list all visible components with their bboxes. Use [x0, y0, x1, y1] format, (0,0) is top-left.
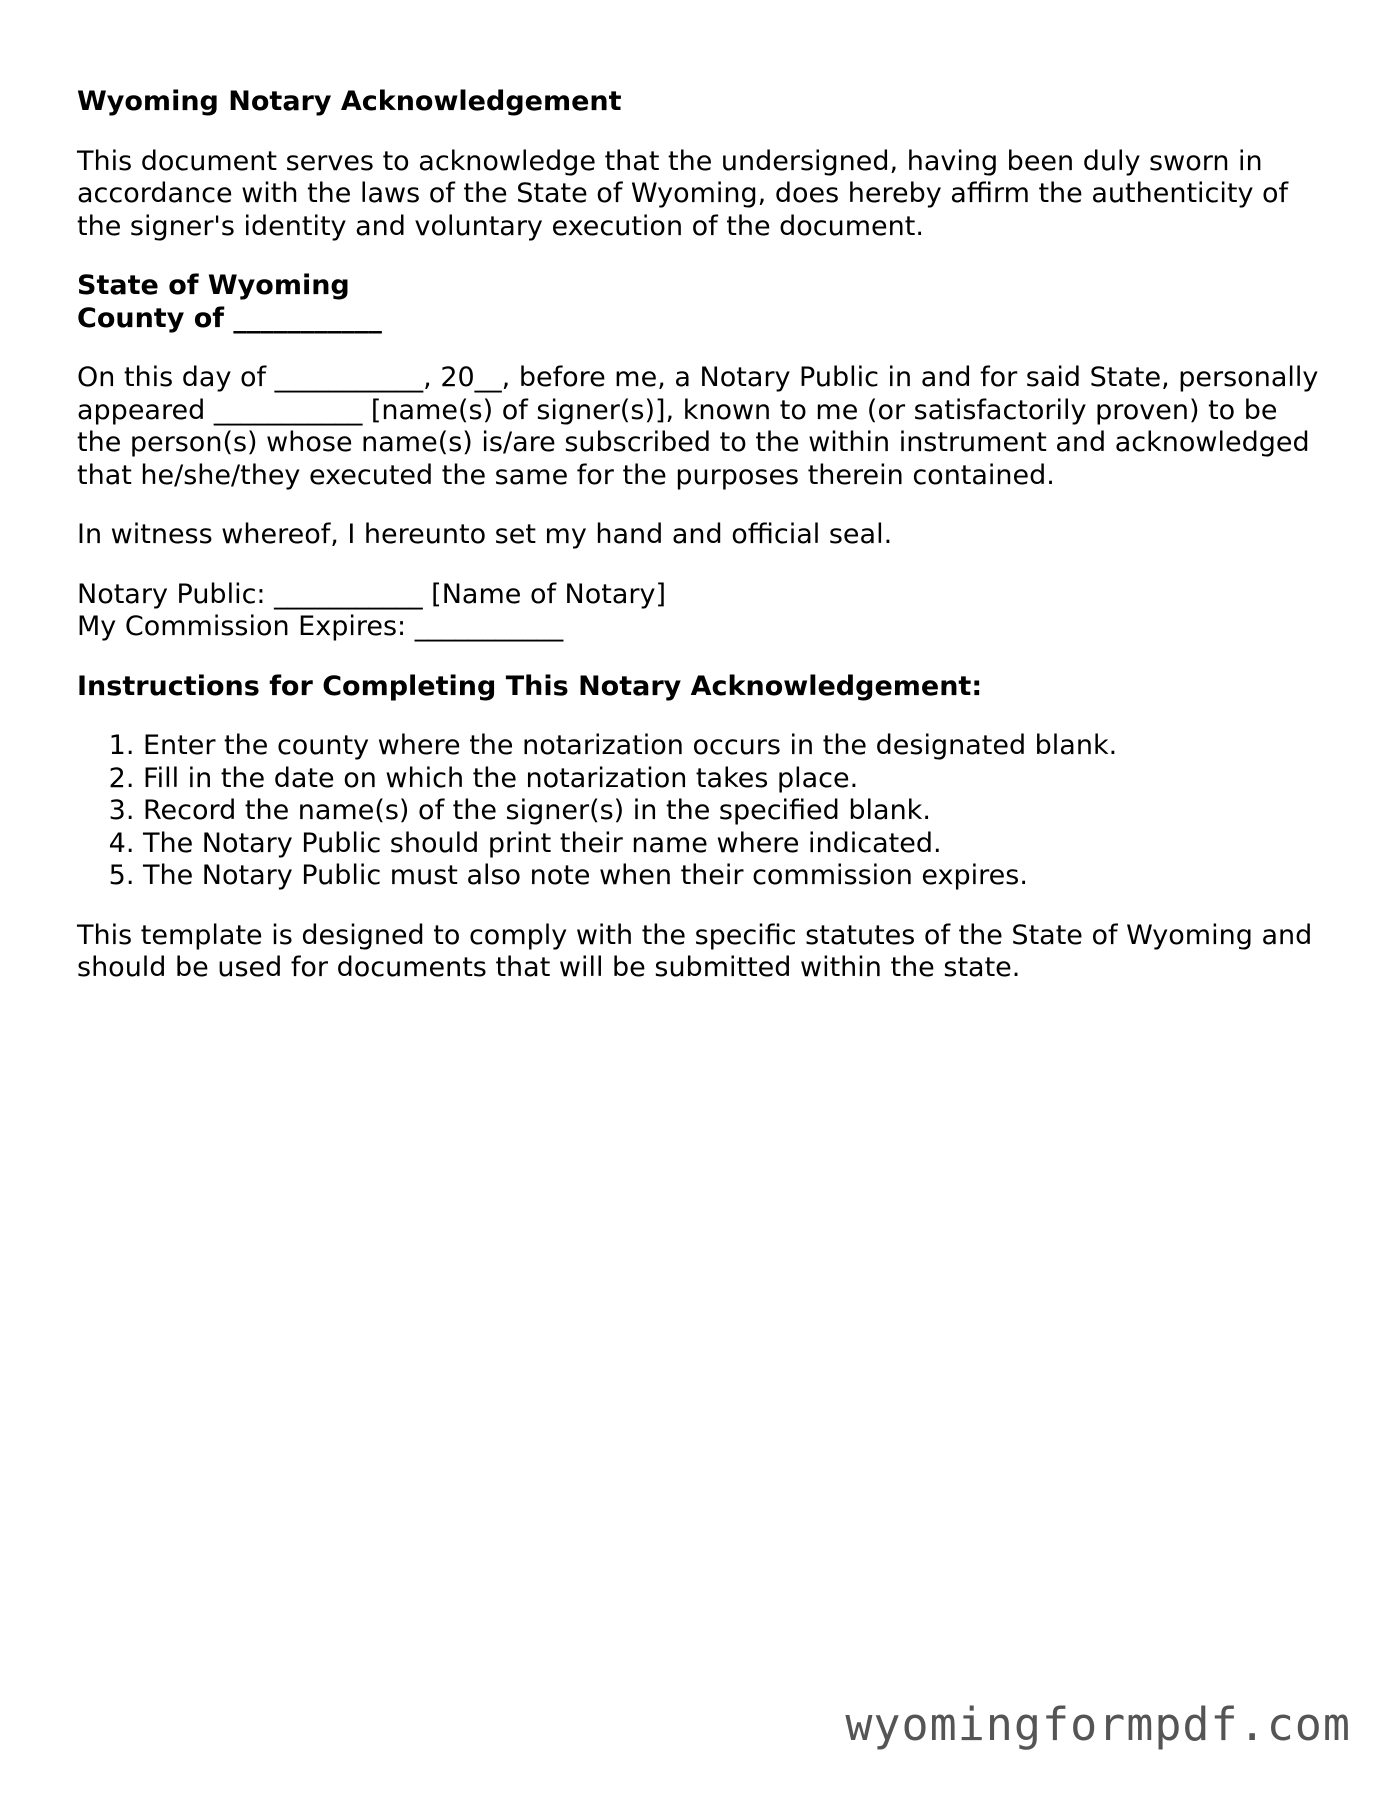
instruction-item: 2. Fill in the date on which the notarization takes place.	[143, 763, 1327, 796]
instruction-item: 3. Record the name(s) of the signer(s) in the specified blank.	[143, 795, 1327, 828]
document-page	[77, 86, 1327, 1012]
state-line: State of Wyoming	[77, 270, 350, 301]
instruction-item: 1. Enter the county where the notarization occurs in the designated blank.	[143, 730, 1327, 763]
instruction-item: 4. The Notary Public should print their name where indicated.	[143, 828, 1327, 861]
venue-block	[77, 270, 1327, 335]
site-watermark: wyomingformpdf.com	[845, 1698, 1351, 1751]
instructions-heading: Instructions for Completing This Notary Acknowledgement:	[77, 670, 983, 702]
instruction-item: 5. The Notary Public must also note when their commission expires.	[143, 860, 1327, 893]
acknowledgement-body: On this day of ___________, 20__, before me, a Notary Public in and for said State, personally appeared ___________ [name(s) of signer(s)], known to me (or satisfactorily proven) to be the person(s) whose name(s) is/are subscribed to the within instrument and acknowledged that he/she/they executed the same for the purposes therein contained.	[77, 362, 1319, 491]
witness-statement: In witness whereof, I hereunto set my hand and official seal.	[77, 519, 893, 550]
document-title: Wyoming Notary Acknowledgement	[77, 86, 622, 117]
closing-paragraph: This template is designed to comply with the specific statutes of the State of Wyoming and should be used for documents that will be submitted within the state.	[77, 919, 1313, 983]
instructions-list	[77, 730, 1327, 893]
notary-public-line: Notary Public: ___________ [Name of Notary]	[77, 578, 667, 610]
intro-paragraph: This document serves to acknowledge that the undersigned, having been duly sworn in accordance with the laws of the State of Wyoming, does hereby affirm the authenticity of the signer's identity and voluntary execution of the document.	[77, 145, 1289, 242]
commission-expires-line: My Commission Expires: ___________	[77, 611, 564, 642]
county-line: County of ___________	[77, 302, 382, 334]
notary-signature-block	[77, 579, 1327, 644]
